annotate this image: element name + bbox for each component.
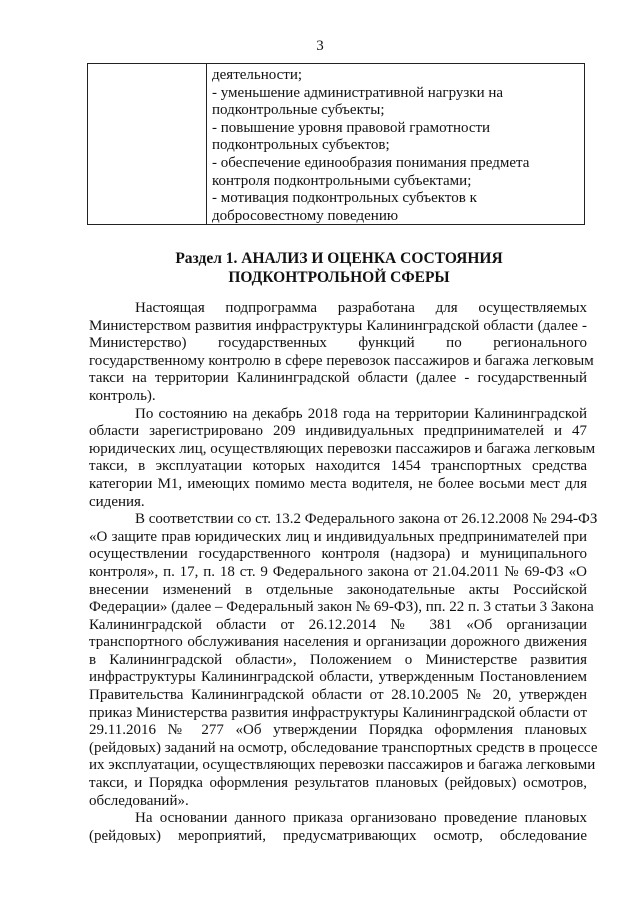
paragraph-line: такси, в эксплуатации которых находится 1454 транспортных средства [89, 458, 587, 475]
paragraph-4 [89, 810, 587, 845]
table-cell-line: - обеспечение единообразия понимания предмета [212, 154, 530, 171]
paragraph-line: контроль). [89, 387, 156, 404]
paragraph-line: осуществлении государственного контроля (надзора) и муниципального [89, 546, 587, 563]
objectives-table [87, 63, 585, 225]
paragraph-line: Министерство) государственных функций по регионального [89, 335, 587, 352]
paragraph-line: приказ Министерства развития инфраструктуры Калининградской области от [89, 704, 587, 721]
paragraph-3 [89, 511, 598, 810]
table-cell-line: - уменьшение административной нагрузки на [212, 84, 504, 101]
section-title-line-2: ПОДКОНТРОЛЬНОЙ СФЕРЫ [228, 269, 450, 286]
paragraph-line: «О защите прав юридических лиц и индивидуальных предпринимателей при [89, 528, 587, 545]
paragraph-line: области зарегистрировано 209 индивидуальных предпринимателей и 47 [89, 423, 587, 440]
table-cell-line: контроля подконтрольными субъектами; [212, 172, 472, 189]
paragraph-line: категории М1, имеющих помимо места водителя, не более восьми мест для [89, 475, 587, 492]
section-title [90, 249, 588, 287]
table-cell-line: подконтрольных субъектов; [212, 137, 390, 154]
paragraph-line: (рейдовых) заданий на осмотр, обследование транспортных средств в процессе [89, 739, 598, 756]
paragraph-line: обследований». [89, 792, 189, 809]
paragraph-line: Настоящая подпрограмма разработана для осуществляемых [135, 300, 587, 316]
table-cell-line: - повышение уровня правовой грамотности [212, 119, 491, 136]
paragraph-line: такси на территории Калининградской области (далее - государственный [89, 370, 587, 387]
page-number: 3 [316, 38, 324, 54]
body-text [89, 300, 598, 845]
paragraph-line: На основании данного приказа организовано проведение плановых [135, 810, 587, 827]
table-right-cell [212, 67, 580, 225]
table-column-divider [206, 64, 207, 224]
paragraph-line: В соответствии со ст. 13.2 Федерального закона от 26.12.2008 № 294-ФЗ [135, 511, 598, 528]
table-cell-line: - мотивация подконтрольных субъектов к [212, 190, 477, 207]
table-cell-line: добросовестному поведению [212, 207, 399, 224]
paragraph-line: По состоянию на декабрь 2018 года на территории Калининградской [135, 405, 587, 422]
paragraph-line: в Калининградской области», Положением о Министерстве развития [89, 651, 587, 668]
paragraph-line: их эксплуатации, осуществляющих перевозки пассажиров и багажа легковыми [89, 757, 596, 774]
paragraph-line: государственному контролю в сфере перевозок пассажиров и багажа легковым [89, 352, 594, 369]
paragraph-1 [89, 300, 594, 406]
paragraph-2 [89, 405, 596, 512]
paragraph-line: Федерации» (далее – Федеральный закон № 69-ФЗ), пп. 22 п. 3 статьи 3 Закона [89, 599, 594, 616]
paragraph-line: Министерством развития инфраструктуры Калининградской области (далее - [89, 317, 587, 334]
paragraph-line: контроля», п. 17, п. 18 ст. 9 Федерального закона от 21.04.2011 № 69-ФЗ «О [89, 563, 587, 580]
paragraph-line: юридических лиц, осуществляющих перевозки пассажиров и багажа легковым [89, 440, 596, 457]
paragraph-line: Правительства Калининградской области от 28.10.2005 № 20, утвержден [89, 687, 587, 704]
section-title-line-1: Раздел 1. АНАЛИЗ И ОЦЕНКА СОСТОЯНИЯ [175, 250, 503, 267]
paragraph-line: (рейдовых) мероприятий, предусматривающих осмотр, обследование [89, 827, 587, 844]
paragraph-line: сидения. [89, 493, 145, 510]
table-cell-line: деятельности; [212, 67, 303, 83]
paragraph-line: 29.11.2016 № 277 «Об утверждении Порядка оформления плановых [89, 722, 587, 739]
paragraph-line: транспортного обслуживания населения и организации дорожного движения [89, 634, 587, 651]
paragraph-line: инфраструктуры Калининградской области, утвержденным Постановлением [89, 669, 587, 686]
table-cell-line: подконтрольные субъекты; [212, 102, 385, 119]
paragraph-line: такси, и Порядка оформления результатов плановых (рейдовых) осмотров, [89, 775, 587, 792]
paragraph-line: внесении изменений в отдельные законодательные акты Российской [89, 581, 587, 598]
paragraph-line: Калининградской области от 26.12.2014 № 381 «Об организации [89, 616, 587, 633]
